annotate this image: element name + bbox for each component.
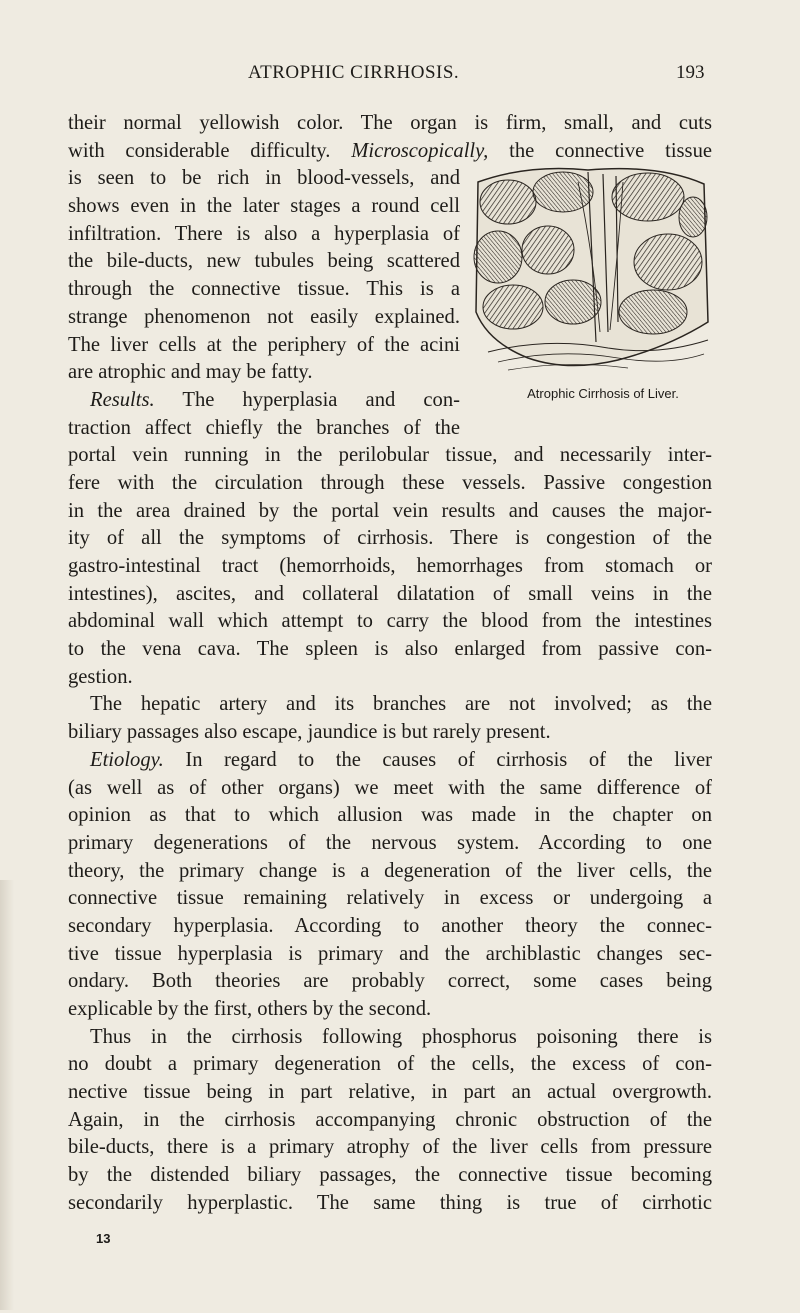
text-line — [68, 138, 712, 166]
text-line: theory, the primary change is a degeneration of the liver cells, the — [68, 859, 712, 882]
text-line: through the connective tissue. This is a — [68, 278, 460, 301]
text-line: (as well as of other organs) we meet with the same difference of — [68, 776, 712, 799]
figure-caption: Atrophic Cirrhosis of Liver. — [527, 386, 679, 401]
text-line: secondary hyperplasia. According to another theory the connec- — [68, 914, 712, 937]
text-line — [68, 747, 712, 775]
text-line: connective tissue remaining relatively in excess or undergoing a — [68, 887, 712, 910]
text-line: opinion as that to which allusion was made in the chapter on — [68, 804, 712, 827]
text-line: to the vena cava. The spleen is also enlarged from passive con- — [68, 638, 712, 661]
text-line: gestion. — [68, 665, 133, 688]
running-title: ATROPHIC CIRRHOSIS. — [248, 62, 460, 83]
text-line: fere with the circulation through these vessels. Passive congestion — [68, 471, 712, 494]
run-in-heading: Results. — [90, 388, 155, 411]
text-line: biliary passages also escape, jaundice is but rarely present. — [68, 721, 551, 744]
text-line: The liver cells at the periphery of the acini — [68, 333, 460, 356]
text-line: in the area drained by the portal vein results and causes the major- — [68, 499, 712, 522]
text-line: abdominal wall which attempt to carry the blood from the intestines — [68, 610, 712, 633]
text-line: secondarily hyperplastic. The same thing is true of cirrhotic — [68, 1191, 712, 1214]
text-line: portal vein running in the perilobular tissue, and necessarily inter- — [68, 444, 712, 467]
text-span: The hyperplasia and con- — [154, 388, 460, 411]
page-number: 193 — [676, 62, 705, 83]
body-text — [68, 110, 712, 1218]
text-line: Again, in the cirrhosis accompanying chronic obstruction of the — [68, 1108, 712, 1131]
text-line: shows even in the later stages a round cell — [68, 195, 460, 218]
text-line: infiltration. There is also a hyperplasia of — [68, 222, 460, 245]
text-line: is seen to be rich in blood-vessels, and — [68, 167, 460, 190]
text-line: gastro-intestinal tract (hemorrhoids, hemorrhages from stomach or — [68, 555, 712, 577]
text-line: Thus in the cirrhosis following phosphorus poisoning there is — [90, 1025, 712, 1048]
text-line: The hepatic artery and its branches are not involved; as the — [90, 693, 712, 716]
text-line: nective tissue being in part relative, in part an actual overgrowth. — [68, 1081, 712, 1104]
run-in-heading: Microscopically, — [351, 139, 489, 162]
text-line: by the distended biliary passages, the connective tissue becoming — [68, 1164, 712, 1187]
signature-mark: 13 — [96, 1231, 111, 1246]
page-edge-shadow — [0, 880, 14, 1310]
text-line: strange phenomenon not easily explained. — [68, 305, 460, 328]
text-line: their normal yellowish color. The organ is firm, small, and cuts — [68, 112, 712, 134]
text-line: the bile-ducts, new tubules being scattered — [68, 250, 460, 273]
text-line: ity of all the symptoms of cirrhosis. There is congestion of the — [68, 527, 712, 550]
text-line: tive tissue hyperplasia is primary and the archiblastic changes sec- — [68, 942, 712, 965]
text-line: are atrophic and may be fatty. — [68, 361, 313, 384]
text-line: no doubt a primary degeneration of the cells, the excess of con- — [68, 1053, 712, 1076]
text-line: intestines), ascites, and collateral dilatation of small veins in the — [68, 582, 712, 605]
text-line — [68, 387, 460, 415]
text-span: with considerable difficulty. — [68, 139, 331, 162]
text-span: In regard to the causes of cirrhosis of the liver — [163, 748, 712, 771]
text-line: bile-ducts, there is a primary atrophy of the liver cells from pressure — [68, 1136, 712, 1159]
text-line: primary degenerations of the nervous system. According to one — [68, 831, 712, 854]
run-in-heading: Etiology. — [90, 748, 164, 771]
text-span: the connective tissue — [488, 139, 713, 162]
text-line: explicable by the first, others by the second. — [68, 998, 432, 1020]
text-line: ondary. Both theories are probably correct, some cases being — [68, 970, 712, 993]
text-line: traction affect chiefly the branches of the — [68, 416, 460, 439]
